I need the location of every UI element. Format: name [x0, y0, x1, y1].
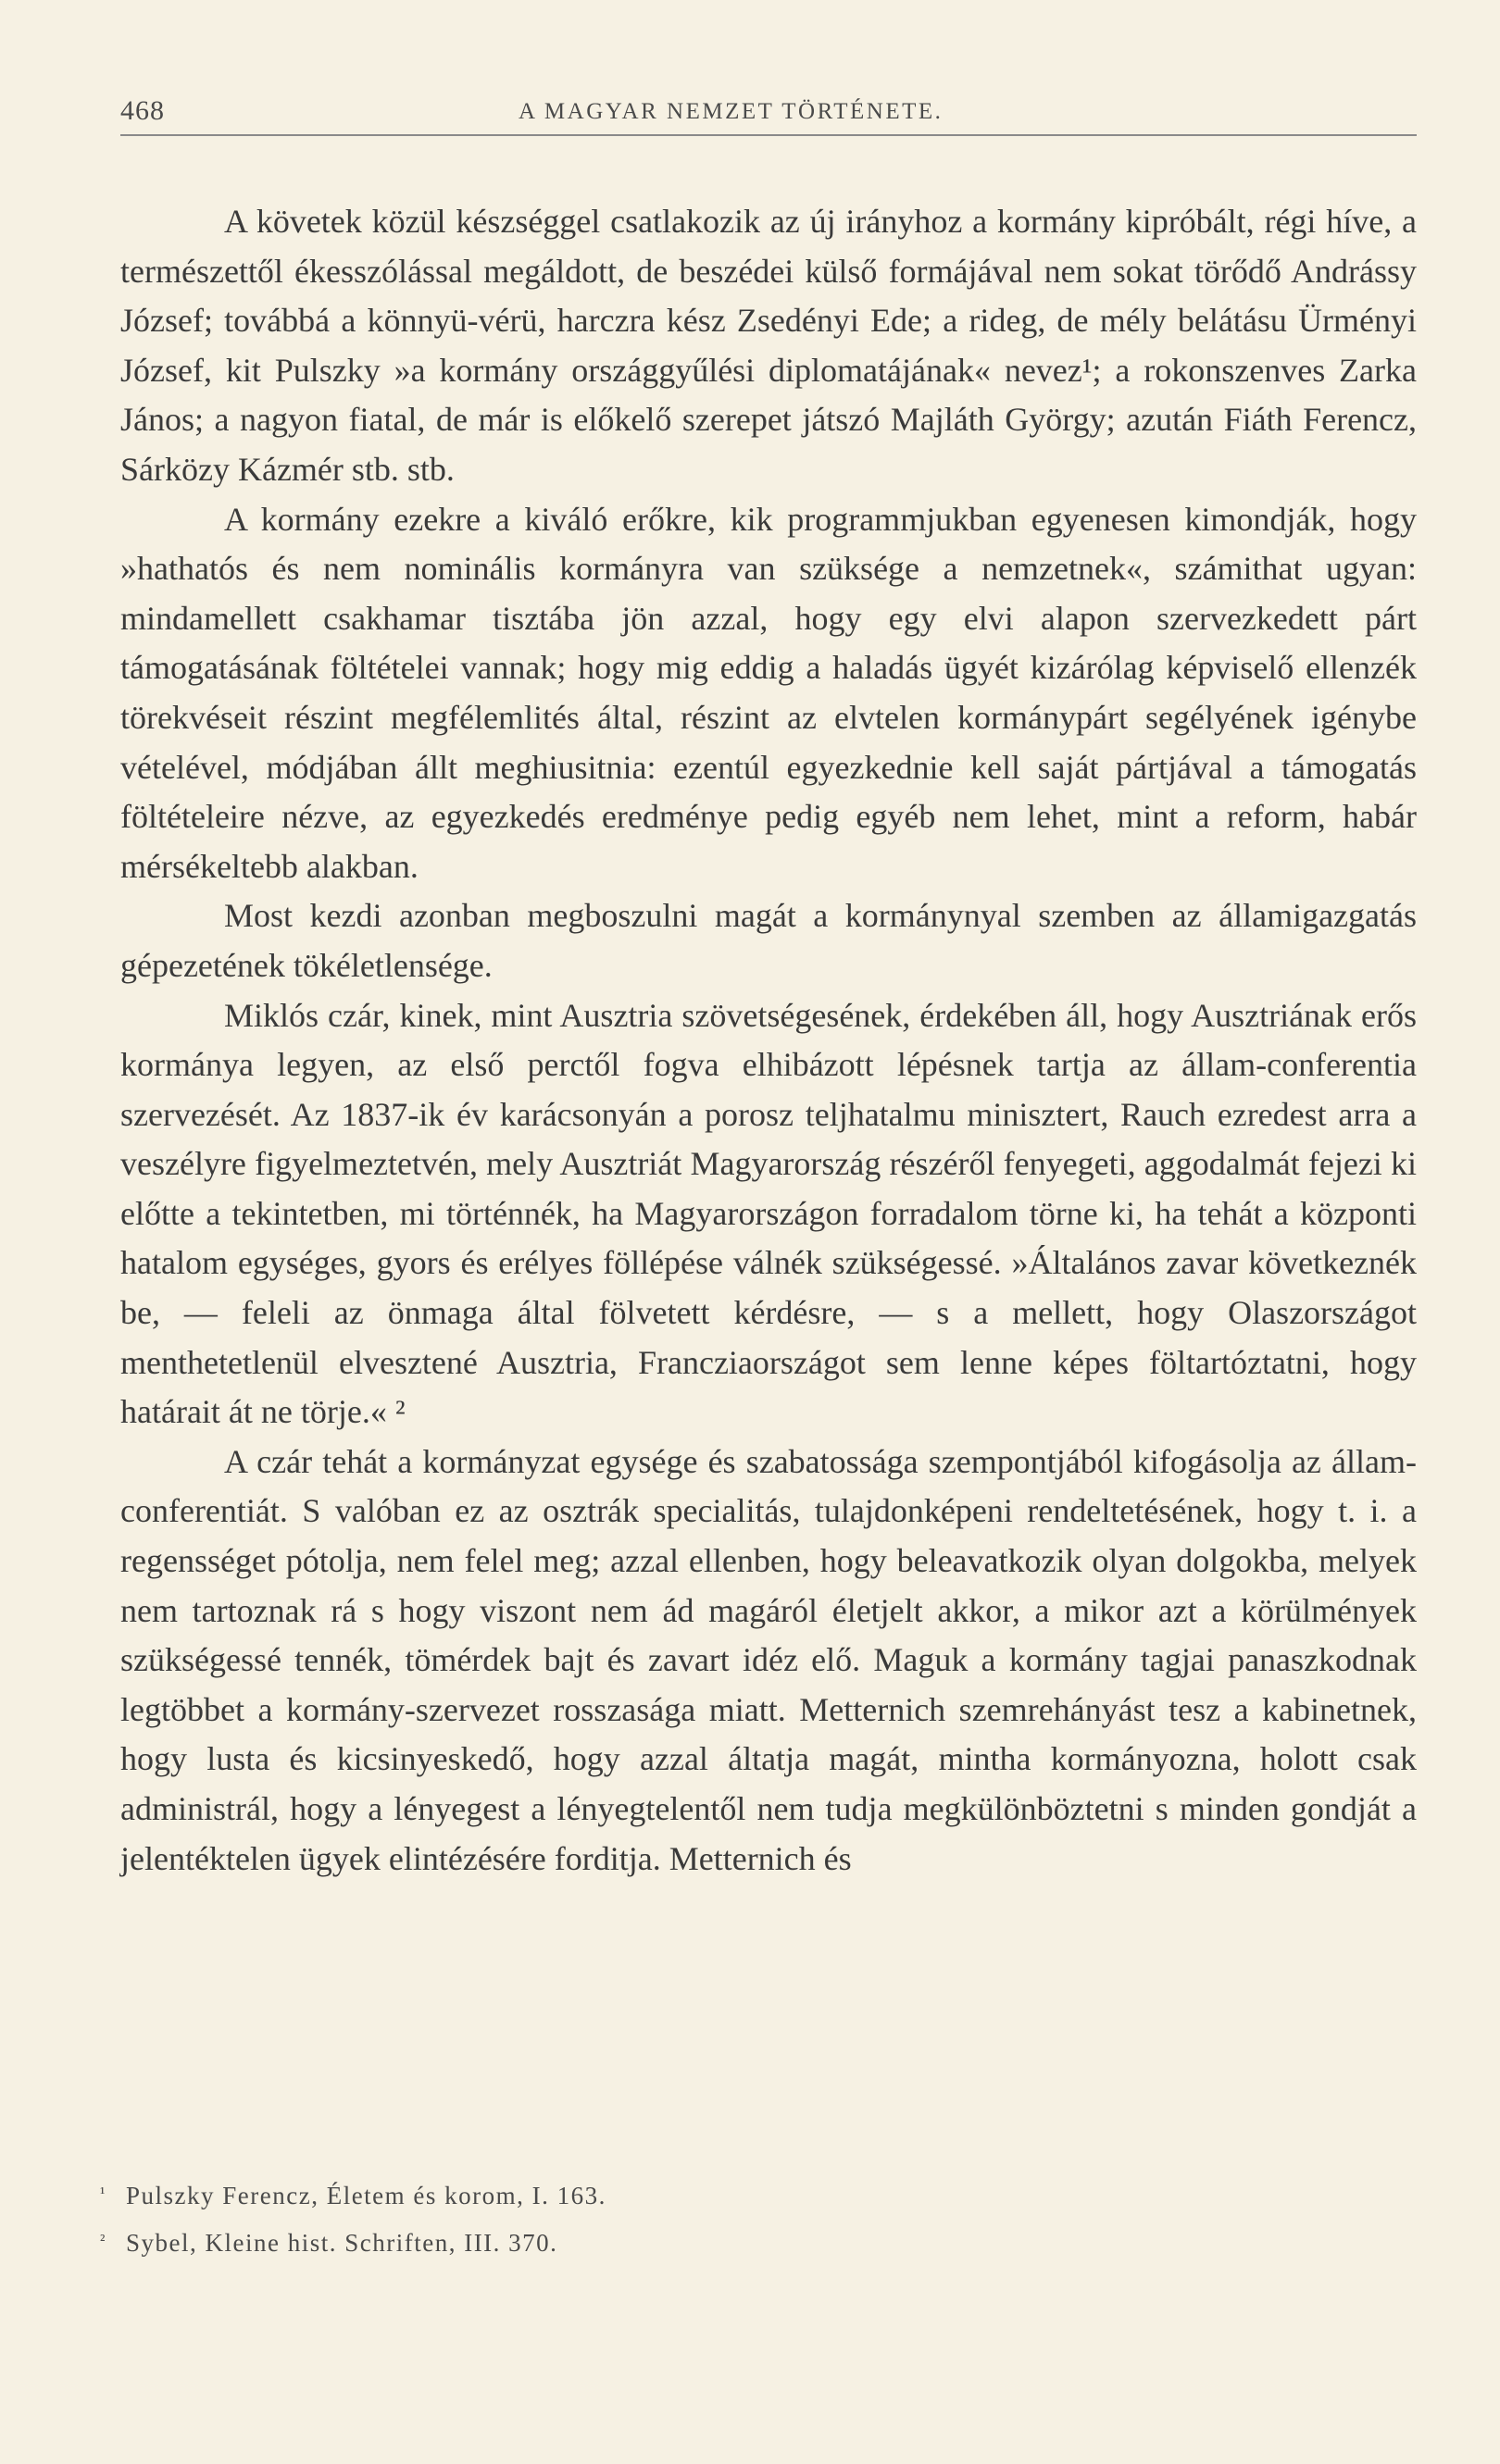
footnote	[100, 2171, 1211, 2218]
paragraph: A követek közül készséggel csatlakozik az új irányhoz a kormány kipróbált, régi híve, a természettől ékesszólással megáldott, de beszédei külső formájával nem sokat törődő Andrássy József; továbbá a könnyü-vérü, harczra kész Zsedényi Ede; a rideg, de mély belátásu Ürményi József, kit Pulszky »a kormány országgyűlési diplomatájának« nevez¹; a rokonszenves Zarka János; a nagyon fiatal, de már is előkelő szerepet játszó Majláth György; azután Fiáth Ferencz, Sárközy Kázmér stb. stb.	[120, 203, 1417, 488]
footnotes	[100, 2171, 1211, 2265]
footnote-text: Sybel, Kleine hist. Schriften, III. 370.	[126, 2229, 558, 2257]
paragraph: A czár tehát a kormányzat egysége és szabatossága szempontjából kifogásolja az állam-conferentiát. S valóban ez az osztrák specialitás, tulajdonképeni rendeltetésének, hogy t. i. a regensséget pótolja, nem felel meg; azzal ellenben, hogy beleavatkozik olyan dolgokba, melyek nem tartoznak rá s hogy viszont nem ád magáról életjelt akkor, a mikor azt a körülmények szükségessé tennék, tömérdek bajt és zavart idéz elő. Maguk a kormány tagjai panaszkodnak legtöbbet a kormány-szervezet rosszasága miatt. Metternich szemrehányást tesz a kabinetnek, hogy lusta és kicsinyeskedő, hogy azzal áltatja magát, mintha kormányozna, holott csak administrál, hogy a lényegest a lényegtelentől nem tudja megkülönböztetni s minden gondját a jelentéktelen ügyek elintézésére forditja. Metternich és	[120, 1442, 1417, 1877]
paragraph: A kormány ezekre a kiváló erőkre, kik programmjukban egyenesen kimondják, hogy »hathatós és nem nominális kormányra van szüksége a nemzetnek«, számithat ugyan: mindamellett csakhamar tisztába jön azzal, hogy egy elvi alapon szervezkedett párt támogatásának föltételei vannak; hogy mig eddig a haladás ügyét kizárólag képviselő ellenzék törekvéseit részint megfélemlités által, részint az elvtelen kormánypárt segélyének igénybe vételével, módjában állt meghiusitnia: ezentúl egyezkednie kell saját pártjával a támogatás föltételeire nézve, az egyezkedés eredménye pedig egyéb nem lehet, mint a reform, habár mérsékeltebb alakban.	[120, 500, 1417, 885]
running-title: A MAGYAR NEMZET TÖRTÉNETE.	[519, 99, 944, 124]
footnote-text: Pulszky Ferencz, Életem és korom, I. 163.	[126, 2182, 606, 2209]
paragraph: Miklós czár, kinek, mint Ausztria szövetségesének, érdekében áll, hogy Ausztriának erős kormánya legyen, az első perctől fogva elhibázott lépésnek tartja az állam-conferentia szervezését. Az 1837-ik év karácsonyán a porosz teljhatalmu minisztert, Rauch ezredest arra a veszélyre figyelmeztetvén, mely Ausztriát Magyarország részéről fenyegeti, aggodalmát fejezi ki előtte a tekintetben, mi történnék, ha Magyarországon forradalom törne ki, ha tehát a központi hatalom egységes, gyors és erélyes föllépése válnék szükségessé. »Általános zavar következnék be, — feleli az önmaga által fölvetett kérdésre, — s a mellett, hogy Olaszországot menthetetlenül elvesztené Ausztria, Francziaországot sem lenne képes föltartóztatni, hogy határait át ne törje.« ²	[120, 996, 1417, 1431]
paragraph: Most kezdi azonban megboszulni magát a kormánynyal szemben az államigazgatás gépezetének tökéletlensége.	[120, 897, 1417, 984]
footnote	[100, 2218, 1211, 2265]
footnote-marker: ²	[100, 2231, 106, 2249]
header-rule	[120, 134, 1417, 136]
book-page	[120, 88, 1417, 1877]
running-head	[120, 88, 1417, 132]
body-text	[120, 197, 1417, 1884]
page-number: 468	[120, 95, 165, 126]
footnote-marker: ¹	[100, 2184, 106, 2202]
